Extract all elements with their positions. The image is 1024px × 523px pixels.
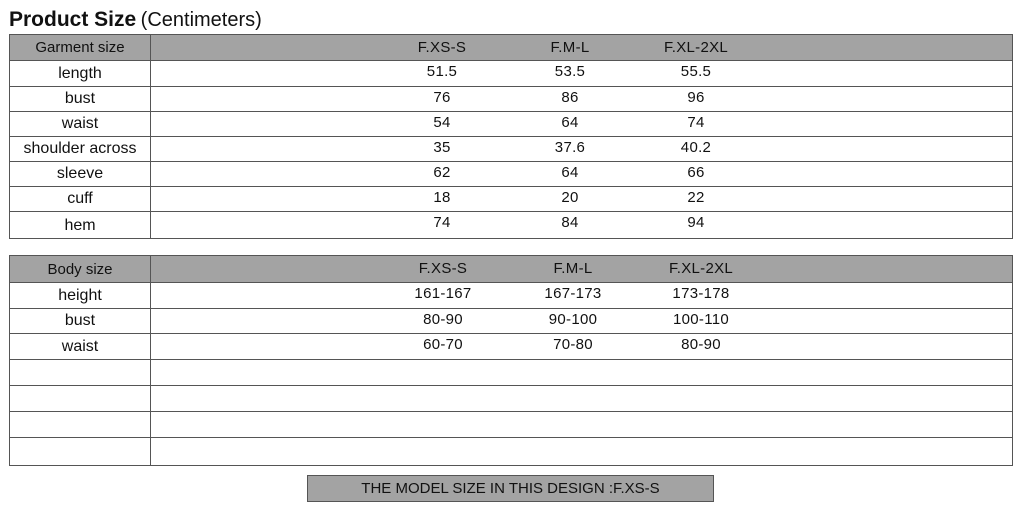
table-cell: 54 bbox=[433, 114, 451, 131]
body-size-header-label: Body size bbox=[10, 256, 151, 282]
table-cell: 55.5 bbox=[680, 63, 712, 80]
row-label: height bbox=[10, 283, 151, 308]
table-cell: 64 bbox=[561, 114, 579, 131]
table-row bbox=[10, 309, 1012, 334]
row-label bbox=[10, 412, 151, 437]
table-cell: 20 bbox=[561, 189, 579, 206]
table-cell: 80-90 bbox=[423, 311, 463, 328]
table-cell: 84 bbox=[561, 214, 579, 231]
table-row bbox=[10, 283, 1012, 309]
table-cell: 96 bbox=[687, 89, 705, 106]
body-size-col-3: F.XL-2XL bbox=[668, 260, 734, 277]
row-label: bust bbox=[10, 87, 151, 111]
garment-size-col-3: F.XL-2XL bbox=[663, 39, 729, 56]
table-row bbox=[10, 162, 1012, 187]
table-cell: 62 bbox=[433, 164, 451, 181]
table-row bbox=[10, 61, 1012, 87]
table-cell: 22 bbox=[687, 189, 705, 206]
table-row bbox=[10, 87, 1012, 112]
row-label: shoulder across bbox=[10, 137, 151, 161]
table-row bbox=[10, 438, 1012, 465]
body-size-header-row bbox=[10, 256, 1012, 283]
table-cell: 37.6 bbox=[554, 139, 586, 156]
table-cell: 167-173 bbox=[544, 285, 602, 302]
table-cell: 64 bbox=[561, 164, 579, 181]
row-label: cuff bbox=[10, 187, 151, 211]
page-title-main: Product Size bbox=[9, 8, 137, 31]
garment-size-table bbox=[9, 34, 1013, 239]
row-label bbox=[10, 386, 151, 411]
table-cell: 173-178 bbox=[672, 285, 730, 302]
body-size-table bbox=[9, 255, 1013, 466]
table-row bbox=[10, 360, 1012, 386]
table-cell: 66 bbox=[687, 164, 705, 181]
table-cell: 76 bbox=[433, 89, 451, 106]
table-cell: 161-167 bbox=[414, 285, 472, 302]
body-size-col-1: F.XS-S bbox=[418, 260, 468, 277]
garment-size-header-label: Garment size bbox=[10, 35, 151, 60]
table-cell: 18 bbox=[433, 189, 451, 206]
table-row bbox=[10, 112, 1012, 137]
garment-size-col-1: F.XS-S bbox=[417, 39, 467, 56]
table-row bbox=[10, 412, 1012, 438]
table-cell: 80-90 bbox=[681, 336, 721, 353]
row-label bbox=[10, 438, 151, 465]
garment-size-col-2: F.M-L bbox=[550, 39, 590, 56]
row-label: waist bbox=[10, 112, 151, 136]
table-cell: 86 bbox=[561, 89, 579, 106]
row-label: waist bbox=[10, 334, 151, 359]
row-label: length bbox=[10, 61, 151, 86]
row-label: sleeve bbox=[10, 162, 151, 186]
table-row bbox=[10, 187, 1012, 212]
table-cell: 74 bbox=[687, 114, 705, 131]
table-cell: 51.5 bbox=[426, 63, 458, 80]
table-cell: 40.2 bbox=[680, 139, 712, 156]
table-cell: 70-80 bbox=[553, 336, 593, 353]
table-cell: 35 bbox=[433, 139, 451, 156]
page-title-unit: (Centimeters) bbox=[140, 9, 262, 31]
row-label: hem bbox=[10, 212, 151, 238]
model-size-note: THE MODEL SIZE IN THIS DESIGN :F.XS-S bbox=[307, 475, 714, 502]
table-cell: 53.5 bbox=[554, 63, 586, 80]
page-title bbox=[9, 6, 262, 34]
body-size-col-2: F.M-L bbox=[553, 260, 593, 277]
row-label bbox=[10, 360, 151, 385]
table-cell: 60-70 bbox=[423, 336, 463, 353]
table-cell: 74 bbox=[433, 214, 451, 231]
garment-size-header-row bbox=[10, 35, 1012, 61]
row-label: bust bbox=[10, 309, 151, 333]
table-row bbox=[10, 386, 1012, 412]
table-row bbox=[10, 334, 1012, 360]
table-cell: 100-110 bbox=[672, 311, 730, 328]
table-row bbox=[10, 212, 1012, 238]
table-cell: 94 bbox=[687, 214, 705, 231]
table-cell: 90-100 bbox=[548, 311, 598, 328]
table-row bbox=[10, 137, 1012, 162]
